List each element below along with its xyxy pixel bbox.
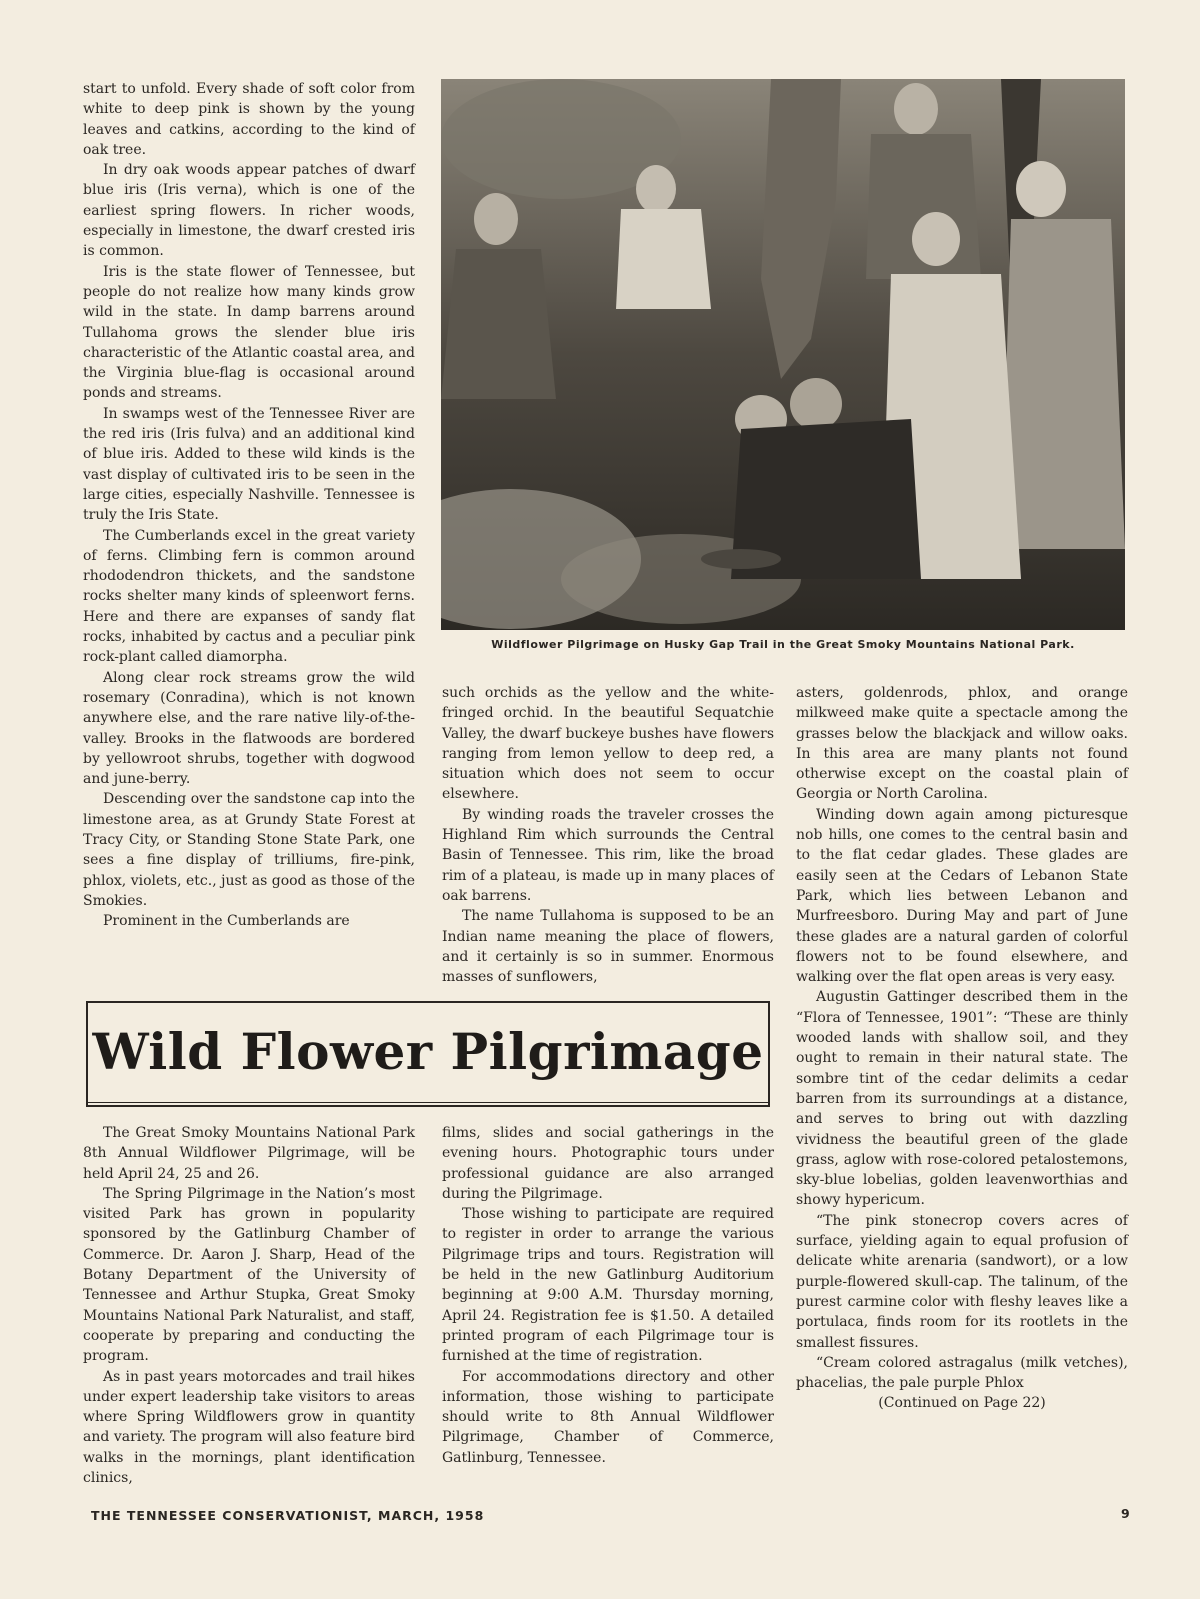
publication-footer: THE TENNESSEE CONSERVATIONIST, MARCH, 1958: [91, 1508, 485, 1523]
paragraph: For accommodations directory and other information, those wishing to participate should write to 8th Annual Wildflower Pilgrimage, Chamber of Commerce, Gatlinburg, Tennessee.: [442, 1368, 774, 1466]
continued-note: (Continued on Page 22): [878, 1395, 1046, 1412]
column-middle-top: [442, 683, 774, 987]
paragraph: In dry oak woods appear patches of dwarf blue iris (Iris verna), which is one of the earliest spring flowers. In richer woods, especially in limestone, the dwarf crested iris is common.: [83, 162, 415, 260]
paragraph: asters, goldenrods, phlox, and orange milkweed make quite a spectacle among the grasses below the blackjack and willow oaks. In this area are many plants not found otherwise except on the coastal plain of Georgia or North Carolina.: [796, 685, 1128, 803]
column-left-bottom: [83, 1123, 415, 1488]
paragraph: “Cream colored astragalus (milk vetches), phacelias, the pale purple Phlox: [796, 1354, 1128, 1392]
column-left-top: [83, 79, 415, 931]
paragraph: The name Tullahoma is supposed to be an Indian name meaning the place of flowers, and it certainly is so in summer. Enormous masses of sunflowers,: [442, 908, 774, 986]
article-title-box: [86, 1001, 770, 1107]
article-title: Wild Flower Pilgrimage: [92, 1021, 764, 1081]
paragraph: Iris is the state flower of Tennessee, but people do not realize how many kinds grow wild in the state. In damp barrens around Tullahoma grows the slender blue iris characteristic of the Atlantic coastal area, and the Virginia blue-flag is occasional around ponds and streams.: [83, 263, 415, 402]
paragraph: Those wishing to participate are required to register in order to arrange the various Pilgrimage trips and tours. Registration will be held in the new Gatlinburg Auditorium beginning at 9:00 A.M. Thursday morning, April 24. Registration fee is $1.50. A detailed printed program of each Pilgrimage tour is furnished at the time of registration.: [442, 1206, 774, 1365]
paragraph: Winding down again among picturesque nob hills, one comes to the central basin and to the flat cedar glades. These glades are easily seen at the Cedars of Lebanon State Park, which lies between Lebanon and Murfreesboro. During May and part of June these glades are a natural garden of colorful flowers not to be found elsewhere, and walking over the flat open areas is very easy.: [796, 806, 1128, 986]
paragraph: Augustin Gattinger described them in the “Flora of Tennessee, 1901”: “These are thinly wooded lands with shallow soil, and they ought to remain in their natural state. The sombre tint of the cedar delimits a cedar barren from its surroundings at a distance, and serves to bring out with dazzling vividness the beautiful green of the glade grass, aglow with rose-colored petalostemons, sky-blue lobelias, golden leavenworthias and showy hypericum.: [796, 989, 1128, 1209]
column-right: [796, 683, 1128, 1414]
paragraph: As in past years motorcades and trail hikes under expert leadership take visitors to areas where Spring Wildflowers grow in quantity and variety. The program will also feature bird walks in the mornings, plant identification clinics,: [83, 1368, 415, 1487]
paragraph: The Spring Pilgrimage in the Nation’s most visited Park has grown in popularity sponsored by the Gatlinburg Chamber of Commerce. Dr. Aaron J. Sharp, Head of the Botany Department of the University of Tennessee and Arthur Stupka, Great Smoky Mountains National Park Naturalist, and staff, cooperate by preparing and conducting the program.: [83, 1185, 415, 1365]
column-middle-bottom: [442, 1123, 774, 1468]
paragraph: such orchids as the yellow and the white-fringed orchid. In the beautiful Sequatchie Valley, the dwarf buckeye bushes have flowers ranging from lemon yellow to deep red, a situation which does not seem to occur elsewhere.: [442, 685, 774, 803]
paragraph: Descending over the sandstone cap into the limestone area, as at Grundy State Forest at Tracy City, or Standing Stone State Park, one sees a fine display of trilliums, fire-pink, phlox, violets, etc., just as good as those of the Smokies.: [83, 791, 415, 909]
paragraph: start to unfold. Every shade of soft color from white to deep pink is shown by the young leaves and catkins, according to the kind of oak tree.: [83, 81, 415, 158]
page-number: 9: [1121, 1506, 1130, 1521]
paragraph: Prominent in the Cumberlands are: [103, 913, 350, 930]
paragraph: The Cumberlands excel in the great variety of ferns. Climbing fern is common around rhododendron thickets, and the sandstone rocks shelter many kinds of spleenwort ferns. Here and there are expanses of sandy flat rocks, inhabited by cactus and a peculiar pink rock-plant called diamorpha.: [83, 527, 415, 666]
paragraph: The Great Smoky Mountains National Park 8th Annual Wildflower Pilgrimage, will be held April 24, 25 and 26.: [83, 1125, 415, 1182]
paragraph: By winding roads the traveler crosses the Highland Rim which surrounds the Central Basin of Tennessee. This rim, like the broad rim of a plateau, is made up in many places of oak barrens.: [442, 806, 774, 904]
pilgrimage-photo: [441, 79, 1125, 630]
paragraph: films, slides and social gatherings in the evening hours. Photographic tours under professional guidance are also arranged during the Pilgrimage.: [442, 1125, 774, 1202]
paragraph: Along clear rock streams grow the wild rosemary (Conradina), which is not known anywhere else, and the rare native lily-of-the-valley. Brooks in the flatwoods are bordered by yellowroot shrubs, together with dogwood and june-berry.: [83, 669, 415, 788]
paragraph: In swamps west of the Tennessee River are the red iris (Iris fulva) and an additional kind of blue iris. Added to these wild kinds is the vast display of cultivated iris to be seen in the large cities, especially Nashville. Tennessee is truly the Iris State.: [83, 405, 415, 524]
photo-caption: Wildflower Pilgrimage on Husky Gap Trail in the Great Smoky Mountains National Park.: [491, 638, 1075, 651]
paragraph: “The pink stonecrop covers acres of surface, yielding again to equal profusion of delicate white arenaria (sandwort), or a low purple-flowered skull-cap. The talinum, of the purest carmine color with fleshy leaves like a portulaca, finds room for its rootlets in the smallest fissures.: [796, 1212, 1128, 1351]
